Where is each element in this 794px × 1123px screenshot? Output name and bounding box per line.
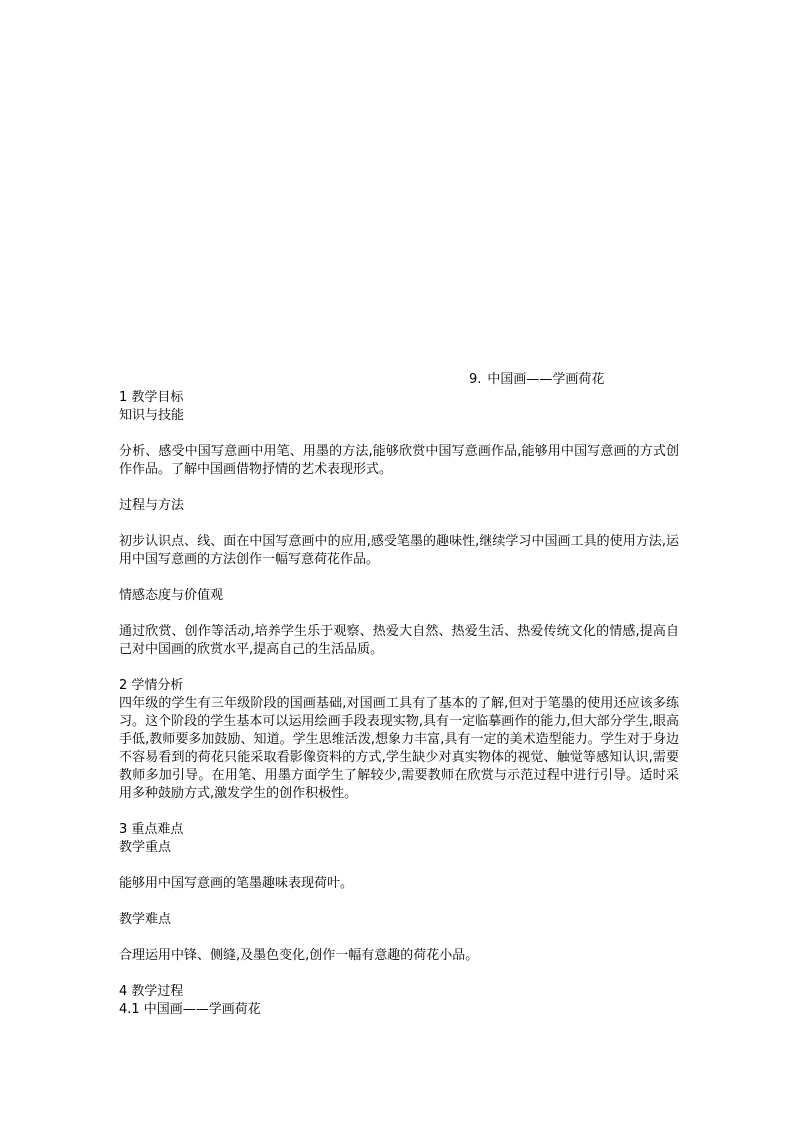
paragraph-knowledge-skills: 分析、感受中国写意画中用笔、用墨的方法,能够欣赏中国写意画作品,能够用中国写意画的方式创作作品。了解中国画借物抒情的艺术表现形式。 <box>119 444 679 477</box>
spacer <box>119 425 679 443</box>
document-title <box>469 371 604 389</box>
title-number: 9. <box>469 372 482 387</box>
spacer <box>119 803 679 821</box>
title-text: 中国画——学画荷花 <box>487 372 605 387</box>
spacer <box>119 965 679 983</box>
section-heading-teaching-process: 4 教学过程 <box>119 984 184 999</box>
document-body <box>119 389 679 1019</box>
spacer <box>119 893 679 911</box>
spacer <box>119 569 679 587</box>
subheading-teaching-difficulty: 教学难点 <box>119 912 172 927</box>
subheading-emotion-values: 情感态度与价值观 <box>119 588 224 603</box>
paragraph-process-method: 初步认识点、线、面在中国写意画中的应用,感受笔墨的趣味性,继续学习中国画工具的使用方法,运用中国写意画的方法创作一幅写意荷花作品。 <box>119 534 679 567</box>
spacer <box>119 479 679 497</box>
paragraph-teaching-focus: 能够用中国写意画的笔墨趣味表现荷叶。 <box>119 876 354 891</box>
spacer <box>119 857 679 875</box>
spacer <box>119 605 679 623</box>
section-heading-key-points: 3 重点难点 <box>119 822 184 837</box>
subheading-lesson-title: 4.1 中国画——学画荷花 <box>119 1002 261 1017</box>
subheading-process-method: 过程与方法 <box>119 498 185 513</box>
spacer <box>119 659 679 677</box>
paragraph-student-analysis: 四年级的学生有三年级阶段的国画基础,对国画工具有了基本的了解,但对于笔墨的使用还应该多练习。这个阶段的学生基本可以运用绘画手段表现实物,具有一定临摹画作的能力,但大部分学生,眼高手低,教师要多加鼓励、知道。学生思维活泼,想象力丰富,具有一定的美术造型能力。学生对于身边不容易看到的荷花只能采取看影像资料的方式,学生缺少对真实物体的视觉、触觉等感知认识,需要教师多加引导。在用笔、用墨方面学生了解较少,需要教师在欣赏与示范过程中进行引导。适时采用多种鼓励方式,激发学生的创作积极性。 <box>119 696 679 801</box>
subheading-teaching-focus: 教学重点 <box>119 840 172 855</box>
spacer <box>119 929 679 947</box>
paragraph-emotion-values: 通过欣赏、创作等活动,培养学生乐于观察、热爱大自然、热爱生活、热爱传统文化的情感,提高自己对中国画的欣赏水平,提高自己的生活品质。 <box>119 624 679 657</box>
subheading-knowledge-skills: 知识与技能 <box>119 408 185 423</box>
section-heading-objectives: 1 教学目标 <box>119 390 184 405</box>
paragraph-teaching-difficulty: 合理运用中锋、侧缝,及墨色变化,创作一幅有意趣的荷花小品。 <box>119 948 479 963</box>
spacer <box>119 515 679 533</box>
section-heading-student-analysis: 2 学情分析 <box>119 678 184 693</box>
